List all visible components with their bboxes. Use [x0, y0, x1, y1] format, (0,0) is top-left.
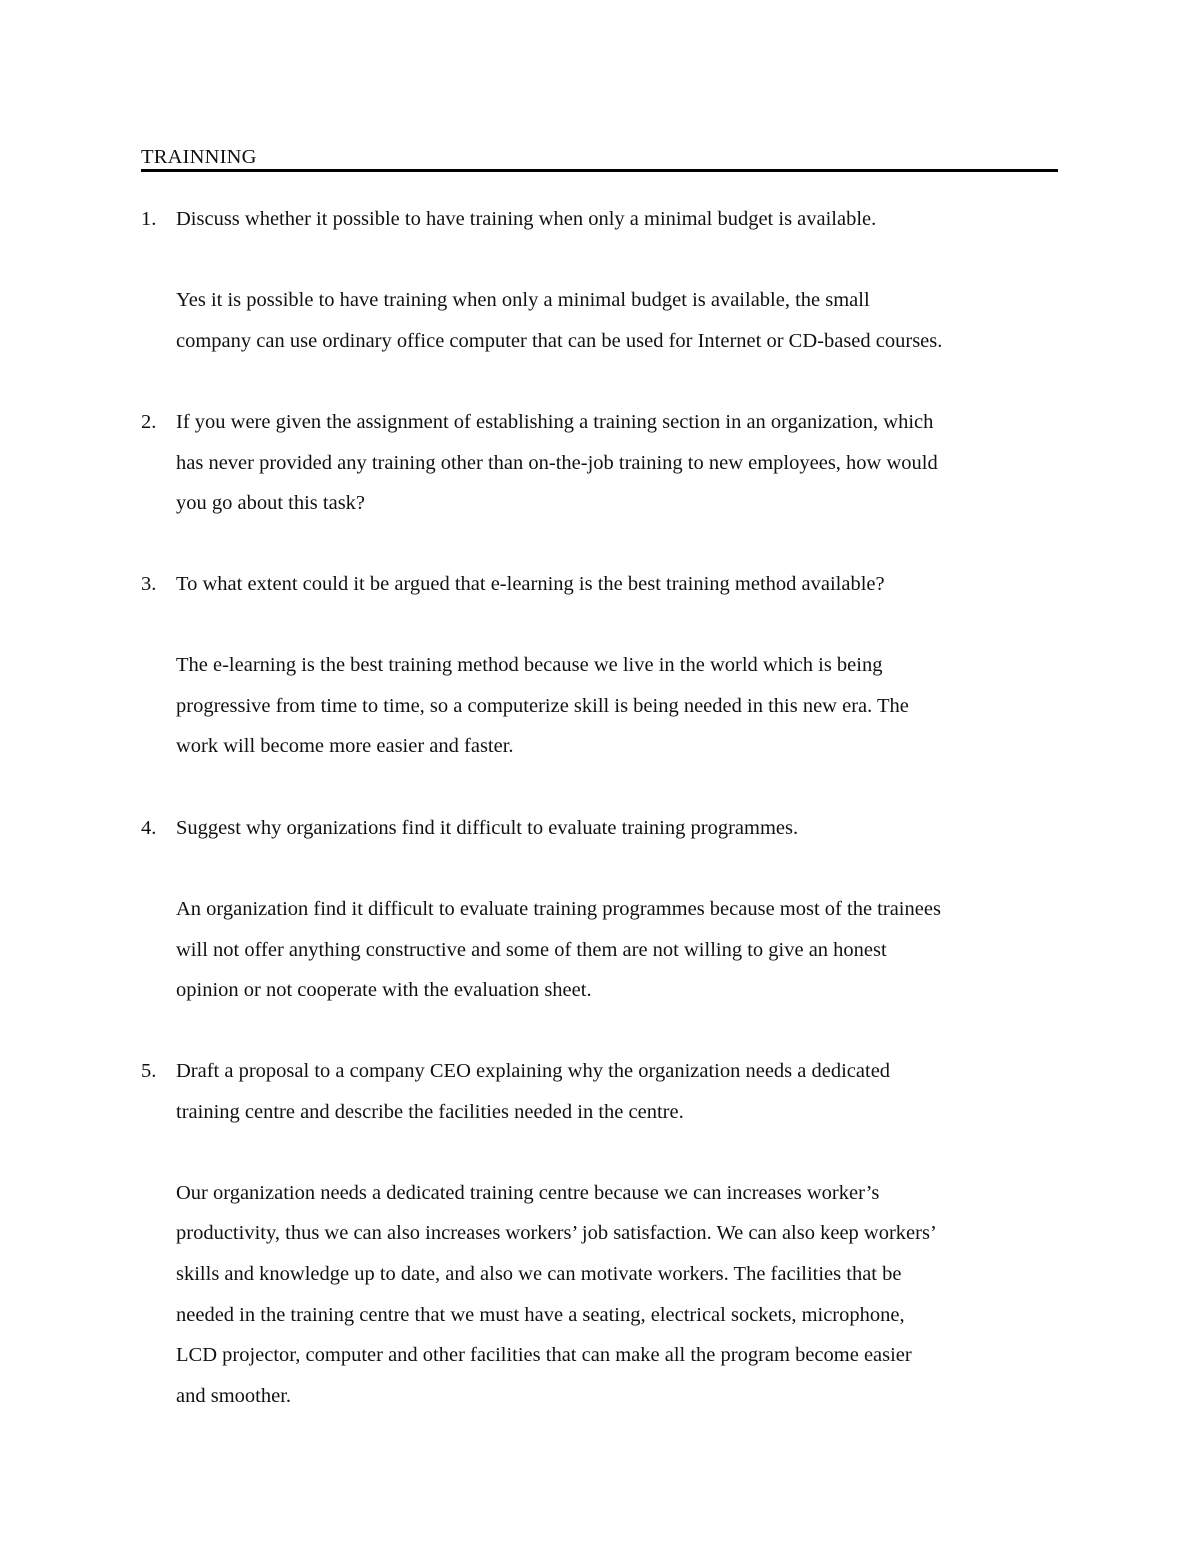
item-3-answer-line-2: progressive from time to time, so a computerize skill is being needed in this new era. The	[176, 695, 909, 717]
item-1-answer-line-2: company can use ordinary office computer that can be used for Internet or CD-based courses.	[176, 330, 943, 352]
item-3-answer-line-3: work will become more easier and faster.	[176, 735, 514, 757]
item-2-question-line-2: has never provided any training other than on-the-job training to new employees, how would	[176, 452, 938, 474]
item-2-question-line-3: you go about this task?	[176, 492, 366, 514]
item-2-question-line-1: If you were given the assignment of establishing a training section in an organization, which	[176, 411, 934, 433]
item-5-question-line-2: training centre and describe the facilities needed in the centre.	[176, 1101, 684, 1123]
item-4-question-line-1: Suggest why organizations find it difficult to evaluate training programmes.	[176, 817, 799, 839]
item-5-question-line-1: Draft a proposal to a company CEO explaining why the organization needs a dedicated	[176, 1060, 891, 1082]
item-3-answer-line-1: The e-learning is the best training method because we live in the world which is being	[176, 654, 883, 676]
item-2-number: 2.	[141, 411, 157, 433]
item-5-answer-line-1: Our organization needs a dedicated training centre because we can increases worker’s	[176, 1182, 880, 1204]
item-1-number: 1.	[141, 208, 157, 230]
item-1-answer-line-1: Yes it is possible to have training when only a minimal budget is available, the small	[176, 289, 870, 311]
page-title: TRAINNING	[141, 145, 1058, 172]
item-4-answer-line-1: An organization find it difficult to evaluate training programmes because most of the trainees	[176, 898, 941, 920]
item-3-number: 3.	[141, 573, 157, 595]
item-5-answer-line-2: productivity, thus we can also increases workers’ job satisfaction. We can also keep workers’	[176, 1222, 937, 1244]
item-1-question-line-1: Discuss whether it possible to have training when only a minimal budget is available.	[176, 208, 877, 230]
item-5-answer-line-6: and smoother.	[176, 1385, 292, 1407]
item-4-answer-line-2: will not offer anything constructive and some of them are not willing to give an honest	[176, 939, 887, 961]
item-5-answer-line-4: needed in the training centre that we must have a seating, electrical sockets, microphone,	[176, 1304, 905, 1326]
item-3-question-line-1: To what extent could it be argued that e-learning is the best training method available?	[176, 573, 885, 595]
item-5-answer-line-3: skills and knowledge up to date, and also we can motivate workers. The facilities that be	[176, 1263, 902, 1285]
item-4-answer-line-3: opinion or not cooperate with the evaluation sheet.	[176, 979, 592, 1001]
item-5-answer-line-5: LCD projector, computer and other facilities that can make all the program become easier	[176, 1344, 912, 1366]
item-5-number: 5.	[141, 1060, 157, 1082]
item-4-number: 4.	[141, 817, 157, 839]
